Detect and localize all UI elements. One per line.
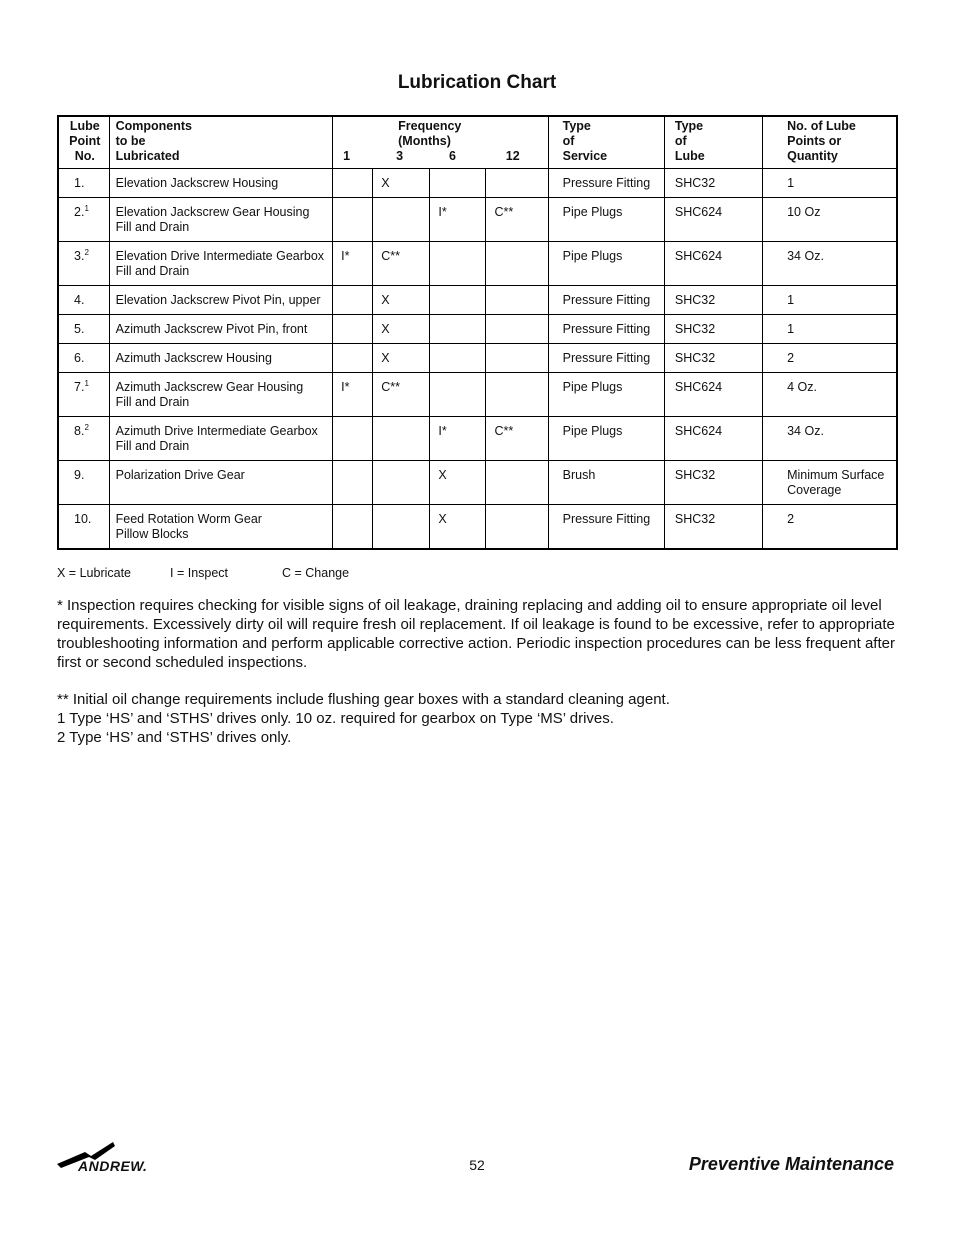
freq-3: C**	[373, 242, 430, 286]
section-title: Preventive Maintenance	[688, 1154, 894, 1174]
freq-12: C**	[486, 417, 548, 461]
component: Elevation Jackscrew Gear Housing Fill and Drain	[109, 198, 333, 242]
quantity: 34 Oz.	[763, 242, 897, 286]
table-row	[58, 505, 897, 550]
table-header-row	[58, 116, 897, 169]
freq-1	[333, 286, 373, 315]
quantity: 2	[763, 505, 897, 550]
service-type: Pressure Fitting	[548, 286, 664, 315]
frequency-legend	[57, 566, 349, 580]
freq-12	[486, 373, 548, 417]
lubrication-table	[57, 115, 898, 550]
lube-point-no: 2.$^1$	[58, 198, 109, 242]
freq-6	[430, 344, 486, 373]
freq-12	[486, 242, 548, 286]
lube-point-no: 7.$^1$	[58, 373, 109, 417]
freq-3	[373, 461, 430, 505]
quantity: 1	[763, 286, 897, 315]
freq-6: X	[430, 505, 486, 550]
lube-type: SHC32	[664, 315, 762, 344]
freq-1	[333, 315, 373, 344]
lube-type: SHC32	[664, 461, 762, 505]
freq-3: X	[373, 315, 430, 344]
table-row	[58, 417, 897, 461]
lube-type: SHC32	[664, 169, 762, 198]
component: Feed Rotation Worm Gear Pillow Blocks	[109, 505, 333, 550]
page-number: 52	[469, 1157, 485, 1173]
table-row	[58, 373, 897, 417]
service-type: Pipe Plugs	[548, 198, 664, 242]
header-lube-point: Lube Point No.	[58, 116, 109, 169]
freq-6: I*	[430, 198, 486, 242]
lube-point-no: 5.	[58, 315, 109, 344]
freq-3	[373, 417, 430, 461]
lube-point-no: 1.	[58, 169, 109, 198]
lube-type: SHC624	[664, 198, 762, 242]
freq-3: X	[373, 169, 430, 198]
lube-point-no: 3.$^2$	[58, 242, 109, 286]
lube-type: SHC624	[664, 242, 762, 286]
freq-12	[486, 315, 548, 344]
header-quantity: No. of Lube Points or Quantity	[763, 116, 897, 169]
lube-type: SHC32	[664, 286, 762, 315]
logo-text: ANDREW.	[78, 1158, 148, 1174]
page-title: Lubrication Chart	[397, 72, 557, 93]
lube-type: SHC32	[664, 344, 762, 373]
lube-type: SHC32	[664, 505, 762, 550]
table-row	[58, 242, 897, 286]
service-type: Pressure Fitting	[548, 169, 664, 198]
component: Azimuth Drive Intermediate Gearbox Fill and Drain	[109, 417, 333, 461]
freq-12	[486, 286, 548, 315]
freq-6	[430, 242, 486, 286]
service-type: Pressure Fitting	[548, 344, 664, 373]
freq-12	[486, 344, 548, 373]
note-oil-change: ** Initial oil change requirements include flushing gear boxes with a standard cleaning agent.	[57, 691, 670, 708]
header-frequency-6: 6	[449, 149, 456, 163]
freq-12	[486, 169, 548, 198]
table-row	[58, 286, 897, 315]
freq-12: C**	[486, 198, 548, 242]
freq-3: C**	[373, 373, 430, 417]
freq-6	[430, 286, 486, 315]
header-service: Type of Service	[548, 116, 664, 169]
table-row	[58, 169, 897, 198]
component: Elevation Jackscrew Housing	[109, 169, 333, 198]
freq-3: X	[373, 286, 430, 315]
freq-3	[373, 505, 430, 550]
legend-lubricate: X = Lubricate	[57, 566, 132, 580]
quantity: 10 Oz	[763, 198, 897, 242]
lube-type: SHC624	[664, 417, 762, 461]
header-lube: Type of Lube	[664, 116, 762, 169]
freq-3: X	[373, 344, 430, 373]
freq-1	[333, 461, 373, 505]
quantity: 1	[763, 169, 897, 198]
lube-point-no: 9.	[58, 461, 109, 505]
service-type: Pressure Fitting	[548, 315, 664, 344]
legend-change: C = Change	[282, 566, 350, 580]
service-type: Pipe Plugs	[548, 373, 664, 417]
freq-1: I*	[333, 242, 373, 286]
table-row	[58, 344, 897, 373]
freq-6	[430, 373, 486, 417]
freq-6: X	[430, 461, 486, 505]
freq-1	[333, 198, 373, 242]
quantity: 34 Oz.	[763, 417, 897, 461]
header-frequency: Frequency (Months) 1 3 6 12	[333, 116, 548, 169]
table-row	[58, 461, 897, 505]
freq-3	[373, 198, 430, 242]
table-row	[58, 315, 897, 344]
freq-1	[333, 417, 373, 461]
freq-6	[430, 169, 486, 198]
component: Azimuth Jackscrew Gear Housing Fill and Drain	[109, 373, 333, 417]
header-frequency-1: 1	[343, 149, 351, 163]
legend-inspect: I = Inspect	[170, 566, 229, 580]
component: Azimuth Jackscrew Pivot Pin, front	[109, 315, 333, 344]
freq-1	[333, 505, 373, 550]
header-components: Components to be Lubricated	[109, 116, 333, 169]
service-type: Pipe Plugs	[548, 242, 664, 286]
footnote-1: 1 Type ‘HS’ and ‘STHS’ drives only. 10 oz. required for gearbox on Type ‘MS’ drives.	[57, 710, 614, 727]
service-type: Pipe Plugs	[548, 417, 664, 461]
component: Azimuth Jackscrew Housing	[109, 344, 333, 373]
freq-12	[486, 461, 548, 505]
component: Polarization Drive Gear	[109, 461, 333, 505]
notes	[57, 596, 897, 747]
quantity: 1	[763, 315, 897, 344]
header-frequency-3: 3	[396, 149, 404, 163]
freq-1	[333, 169, 373, 198]
freq-6	[430, 315, 486, 344]
quantity: 4 Oz.	[763, 373, 897, 417]
quantity: Minimum Surface Coverage	[763, 461, 897, 505]
freq-1	[333, 344, 373, 373]
quantity: 2	[763, 344, 897, 373]
lube-point-no: 10.	[58, 505, 109, 550]
header-frequency-12: 12	[505, 149, 520, 163]
lube-point-no: 6.	[58, 344, 109, 373]
freq-1: I*	[333, 373, 373, 417]
note-inspection: * Inspection requires checking for visible signs of oil leakage, draining replacing and adding oil to ensure appropriate oil level requirements. Excessively dirty oil will require fresh oil replacement. If oil leakage is found to be excessive, refer to appropriate troubleshooting information and perform applicable corrective action. Periodic inspection procedures can be less frequent after first or second scheduled inspections.	[57, 597, 895, 671]
lube-type: SHC624	[664, 373, 762, 417]
service-type: Pressure Fitting	[548, 505, 664, 550]
freq-6: I*	[430, 417, 486, 461]
component: Elevation Jackscrew Pivot Pin, upper	[109, 286, 333, 315]
table-row	[58, 198, 897, 242]
lube-point-no: 8.$^2$	[58, 417, 109, 461]
component: Elevation Drive Intermediate Gearbox Fill and Drain	[109, 242, 333, 286]
freq-12	[486, 505, 548, 550]
service-type: Brush	[548, 461, 664, 505]
footnote-2: 2 Type ‘HS’ and ‘STHS’ drives only.	[57, 729, 292, 746]
lube-point-no: 4.	[58, 286, 109, 315]
